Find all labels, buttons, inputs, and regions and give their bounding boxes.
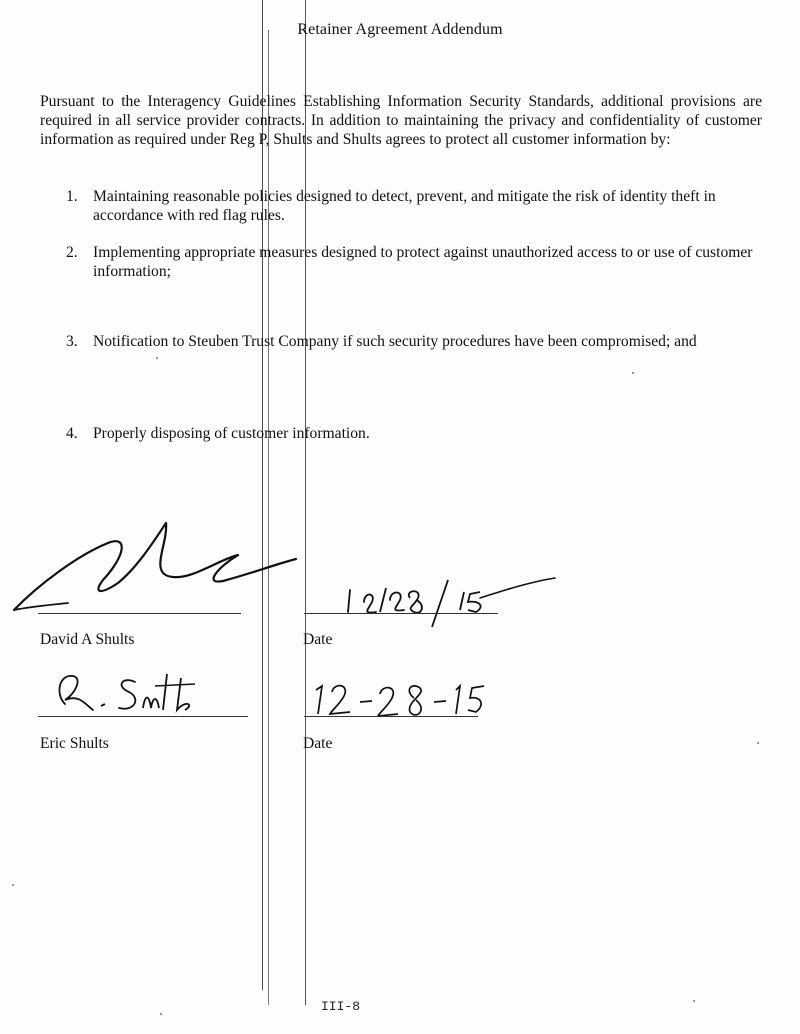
list-item-text: Notification to Steuben Trust Company if such security procedures have been compromised; and <box>93 333 697 350</box>
list-item-number: 1. <box>66 188 78 205</box>
signature-line <box>38 716 248 717</box>
list-item-number: 4. <box>66 425 78 442</box>
scan-speck <box>757 742 759 744</box>
signature-david-shults <box>8 515 298 615</box>
scan-artifact-line <box>305 0 306 1005</box>
handwritten-date-1 <box>330 572 560 632</box>
date-label: Date <box>303 735 333 752</box>
date-line <box>304 716 478 717</box>
list-item-number: 3. <box>66 333 78 350</box>
list-item-number: 2. <box>66 244 78 261</box>
scan-speck <box>160 1013 162 1015</box>
signer-name: Eric Shults <box>40 735 109 752</box>
list-item-text: Implementing appropriate measures designed to protect against unauthorized access to or use of customer information; <box>93 244 753 280</box>
signature-line <box>38 613 241 614</box>
handwritten-date-2 <box>308 676 488 721</box>
scan-speck <box>156 357 158 359</box>
signature-eric-shults <box>45 664 215 719</box>
signer-name: David A Shults <box>40 631 135 648</box>
page-number: III-8 <box>321 999 361 1014</box>
date-label: Date <box>303 631 333 648</box>
list-item-text: Properly disposing of customer information. <box>93 425 370 442</box>
document-title: Retainer Agreement Addendum <box>297 21 503 38</box>
intro-paragraph: Pursuant to the Interagency Guidelines Establishing Information Security Standards, additional provisions are required in all service provider contracts. In addition to maintaining the privacy and confidentiality of customer information as required under Reg P, Shults and Shults agrees to protect all customer information by: <box>40 93 762 148</box>
scan-speck <box>632 372 634 374</box>
date-line <box>304 613 498 614</box>
scan-speck <box>12 884 14 886</box>
scan-speck <box>693 1000 695 1002</box>
list-item-text: Maintaining reasonable policies designed to detect, prevent, and mitigate the risk of identity theft in accordance with red flag rules. <box>93 188 716 224</box>
